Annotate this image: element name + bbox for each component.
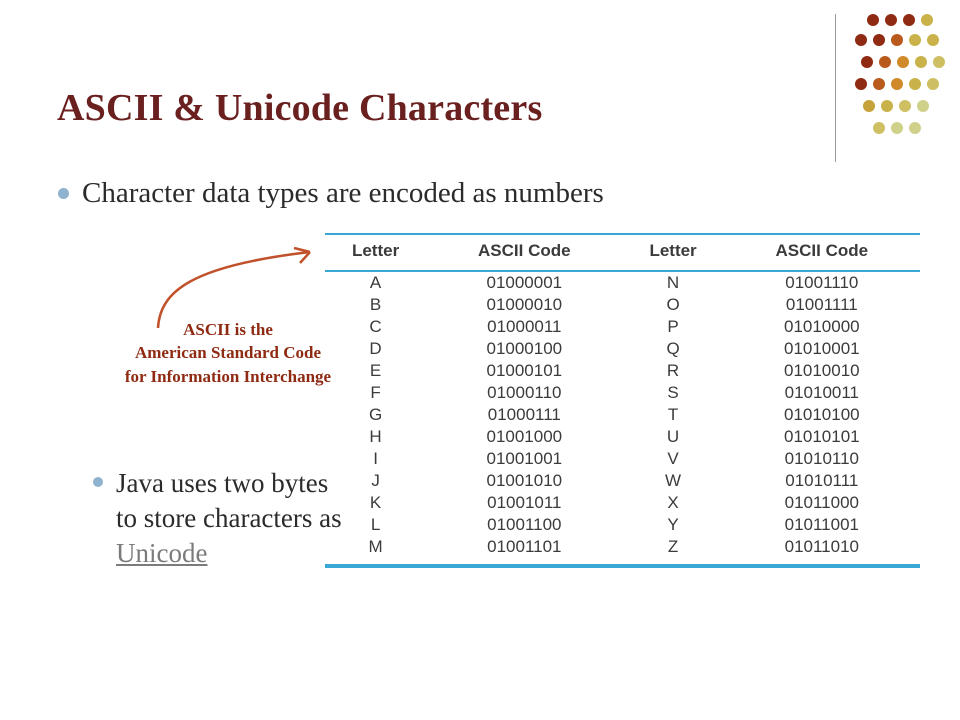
logo-dot-icon [861,56,873,68]
table-cell-code: 01001111 [785,295,858,314]
annotation-line-2: American Standard Code [134,343,322,363]
table-cell-code: 01001100 [487,515,562,534]
table-cell-code: 01001010 [486,471,563,490]
table-cell-code: 01000111 [487,405,561,424]
table-cell-letter: L [370,515,381,534]
logo-dot-icon [879,56,891,68]
bullet-item-main [58,176,604,210]
table-row [325,382,920,404]
logo-dot-icon [921,14,933,26]
table-row [325,470,920,492]
logo-dot-icon [891,34,903,46]
bullet-dot-icon [93,477,103,487]
table-row [325,426,920,448]
table-cell-letter: V [667,449,679,468]
logo-dot-icon [873,122,885,134]
logo-dot-icon [927,78,939,90]
bullet-secondary-lead: Java uses two bytes to store characters as [116,468,342,533]
bullet-main-text: Character data types are encoded as numbers [82,177,604,209]
table-cell-letter: D [369,339,382,358]
table-cell-letter: A [369,273,382,292]
table-row [325,338,920,360]
annotation-line-3: for Information Interchange [124,366,332,386]
table-header-row [325,235,920,270]
table-cell-letter: T [667,405,679,424]
table-cell-code: 01000101 [486,361,563,380]
table-cell-code: 01011000 [784,493,859,512]
table-cell-letter: C [369,317,382,336]
logo-dot-icon [867,14,879,26]
table-cell-letter: Y [667,515,679,534]
unicode-link[interactable]: Unicode [116,537,208,568]
table-cell-letter: F [370,383,381,402]
annotation-text [108,318,348,388]
table-cell-letter: W [665,471,682,490]
table-cell-code: 01011010 [784,537,859,556]
table-row [325,536,920,558]
table-cell-code: 01000011 [487,317,562,336]
table-cell-letter: R [666,361,680,380]
logo-dot-icon [933,56,945,68]
table-bottom-rule [325,564,920,568]
table-cell-code: 01001000 [486,427,563,446]
logo-dot-icon [885,14,897,26]
table-cell-code: 01011001 [784,515,859,534]
table-cell-code: 01010000 [783,317,860,336]
table-column-header: ASCII Code [478,241,571,260]
table-row [325,360,920,382]
table-cell-code: 01010110 [784,449,859,468]
logo-dot-icon [891,78,903,90]
logo-dot-icon [897,56,909,68]
bullet-secondary-text [116,466,343,570]
logo-dot-icon [881,100,893,112]
table-cell-letter: Q [666,339,680,358]
bullet-dot-icon [58,188,69,199]
bullet-item-secondary [93,466,343,570]
table-cell-code: 01000110 [487,383,562,402]
logo-dot-icon [863,100,875,112]
table-cell-code: 01000100 [486,339,563,358]
table-cell-code: 01010010 [783,361,860,380]
table-row [325,272,920,294]
logo-dot-icon [903,14,915,26]
table-cell-code: 01001110 [785,273,859,292]
table-cell-letter: S [667,383,679,402]
table-cell-code: 01001101 [487,537,562,556]
table-cell-letter: X [667,493,679,512]
table-row [325,514,920,536]
table-cell-letter: M [368,537,383,556]
table-cell-letter: K [369,493,382,512]
table-row [325,404,920,426]
table-cell-code: 01001001 [486,449,563,468]
logo-dot-icon [899,100,911,112]
logo-dot-icon [927,34,939,46]
table-row [325,294,920,316]
logo-dot-icon [873,34,885,46]
table-cell-code: 01001011 [487,493,562,512]
table-row [325,448,920,470]
table-cell-code: 01010001 [783,339,860,358]
table-cell-letter: E [369,361,382,380]
table-cell-letter: P [667,317,679,336]
table-cell-letter: U [666,427,680,446]
logo-dot-icon [915,56,927,68]
logo-dot-icon [855,34,867,46]
header-divider [835,14,836,162]
table-column-header: ASCII Code [775,241,869,260]
table-cell-letter: Z [667,537,679,556]
logo-dot-icon [909,122,921,134]
table-cell-code: 01010101 [783,427,860,446]
annotation-arrow-icon [150,240,340,330]
table-row [325,316,920,338]
table-column-header: Letter [351,241,400,260]
table-cell-letter: N [666,273,680,292]
annotation-line-1: ASCII is the [183,320,273,339]
table-cell-code: 01010011 [784,383,859,402]
logo-dot-icon [909,78,921,90]
page-title: ASCII & Unicode Characters [57,87,543,129]
table-row [325,492,920,514]
logo-dot-icon [855,78,867,90]
table-cell-code: 01010100 [783,405,860,424]
ascii-table [325,233,920,568]
table-cell-letter: O [666,295,680,314]
table-cell-letter: J [371,471,380,490]
logo-dot-icon [891,122,903,134]
dot-logo [855,14,945,154]
table-cell-code: 01000001 [486,273,563,292]
logo-dot-icon [873,78,885,90]
table-cell-code: 01010111 [785,471,859,490]
table-cell-letter: I [373,449,378,468]
table-column-header: Letter [649,241,697,260]
table-cell-code: 01000010 [486,295,563,314]
logo-dot-icon [917,100,929,112]
table-cell-letter: H [369,427,382,446]
table-cell-letter: G [368,405,383,424]
table-cell-letter: B [369,295,382,314]
logo-dot-icon [909,34,921,46]
